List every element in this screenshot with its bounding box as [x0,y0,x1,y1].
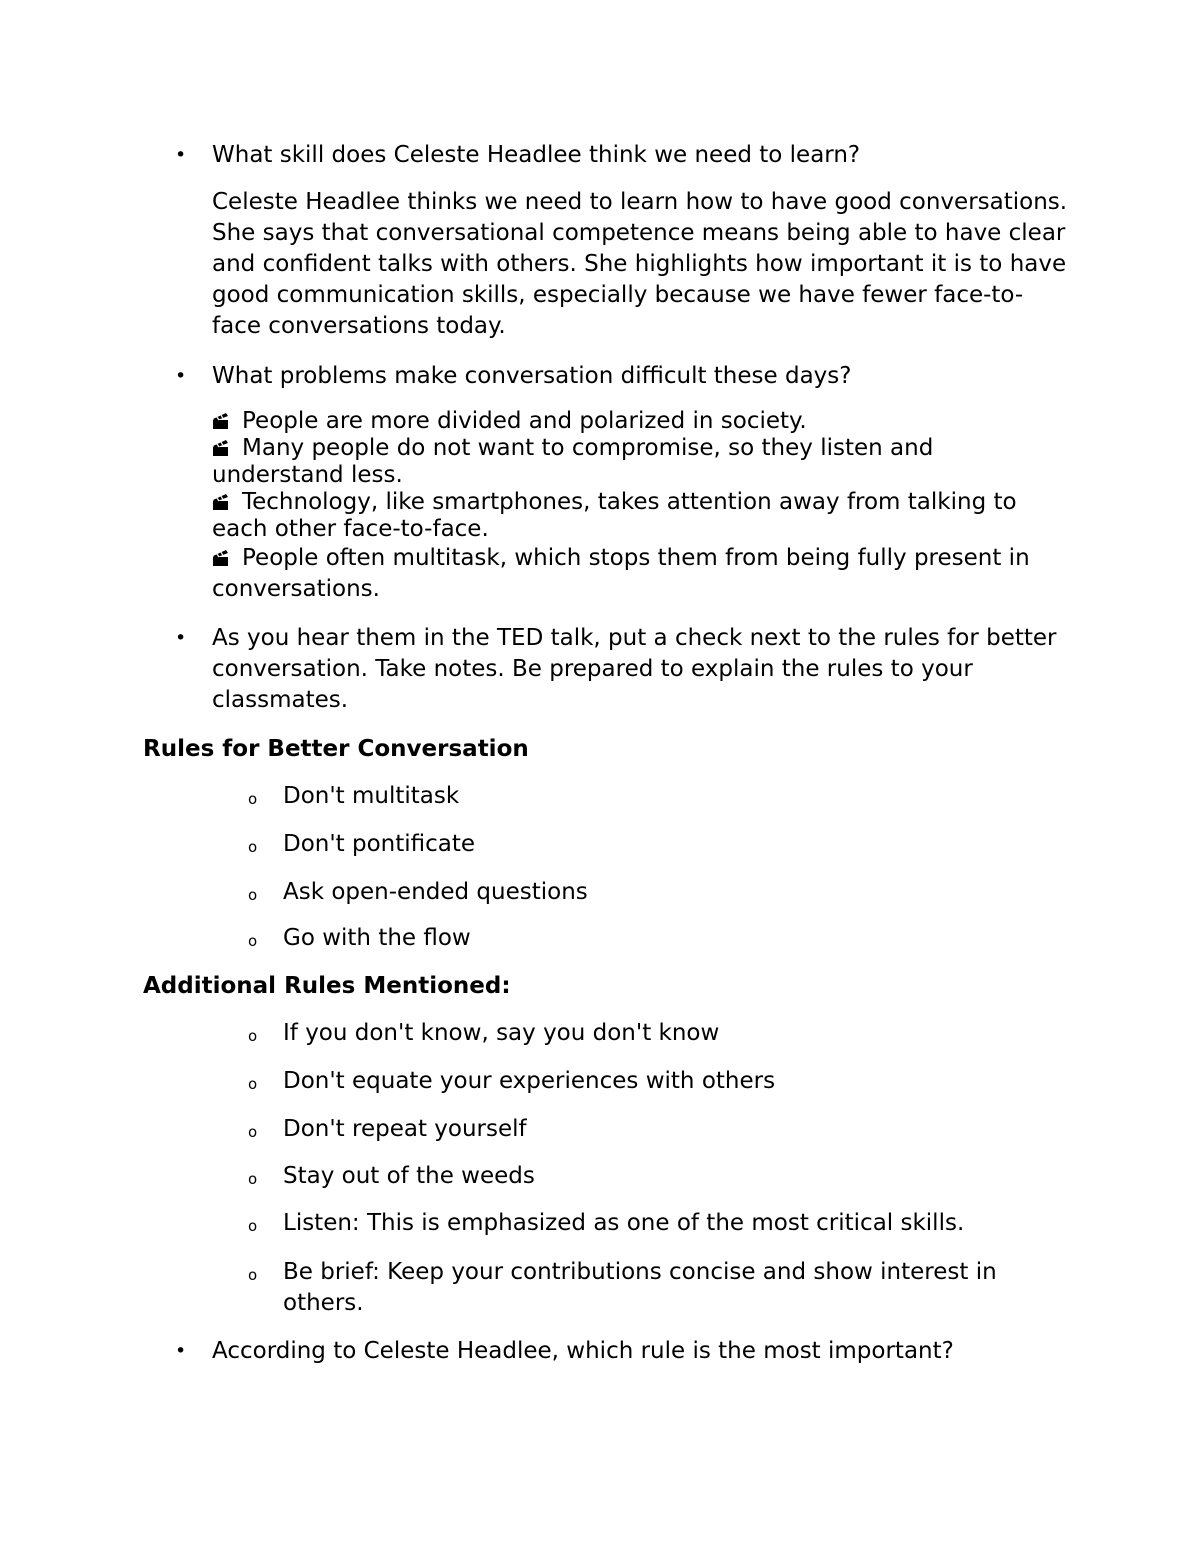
rule-text: Go with the flow [283,925,471,951]
question-1-text: What skill does Celeste Headlee think we need to learn? [212,142,861,168]
rule-item [248,877,1063,908]
rule-text: Be brief: Keep your contributions concise and show interest in others. [283,1259,997,1316]
sub-bullet: o [248,1075,258,1093]
rule-text: Ask open-ended questions [283,879,588,905]
sub-bullet: o [248,1217,258,1235]
rule-text: Stay out of the weeds [283,1163,535,1189]
rules-heading: Rules for Better Conversation [143,736,529,762]
additional-rule-item [248,1161,1063,1192]
question-2-text: What problems make conversation difficult these days? [212,363,852,389]
sub-bullet: o [248,838,258,856]
sub-bullet: o [248,790,258,808]
rule-item [248,829,1063,860]
bullet: • [175,1340,187,1362]
bullet: • [175,627,187,649]
rule-text: If you don't know, say you don't know [283,1020,720,1046]
problem-text: Many people do not want to compromise, so they listen and understand less. [212,435,934,488]
question-4-text: According to Celeste Headlee, which rule is the most important? [212,1338,954,1364]
clapperboard-icon [212,549,230,567]
problem-item [212,543,1072,605]
question-1 [175,140,1072,171]
rule-text: Don't pontificate [283,831,476,857]
rule-item [248,781,1063,812]
bullet: • [175,144,187,166]
problems-list [212,408,1072,605]
clapperboard-icon [212,439,230,457]
question-3-text: As you hear them in the TED talk, put a check next to the rules for better conversation. Take notes. Be prepared to explain the rules to your classmates. [212,625,1057,713]
problem-text: People often multitask, which stops them from being fully present in conversations. [212,545,1030,602]
sub-bullet: o [248,932,258,950]
problem-item [212,408,1072,435]
question-2 [175,361,1072,392]
additional-rule-item [248,1257,1063,1319]
additional-rule-item [248,1208,1063,1239]
additional-rule-item [248,1114,1063,1145]
sub-bullet: o [248,886,258,904]
sub-bullet: o [248,1123,258,1141]
sub-bullet: o [248,1027,258,1045]
question-4 [175,1336,1072,1367]
problem-item [212,435,1072,489]
rule-text: Listen: This is emphasized as one of the most critical skills. [283,1210,965,1236]
additional-rule-item [248,1018,1063,1049]
sub-bullet: o [248,1266,258,1284]
rule-text: Don't repeat yourself [283,1116,527,1142]
problem-text: People are more divided and polarized in society. [242,408,807,434]
problem-text: Technology, like smartphones, takes attention away from talking to each other face-to-face. [212,489,1017,542]
additional-rules-heading: Additional Rules Mentioned: [143,973,511,999]
rule-text: Don't equate your experiences with others [283,1068,776,1094]
rule-text: Don't multitask [283,783,460,809]
rule-item [248,923,1063,954]
clapperboard-icon [212,493,230,511]
answer-1: Celeste Headlee thinks we need to learn how to have good conversations. She says that conversational competence means being able to have clear and confident talks with others. She highlights how important it is to have good communication skills, especially because we have fewer face-to-face conversations today. [212,189,1068,339]
problem-item [212,489,1072,543]
clapperboard-icon [212,412,230,430]
sub-bullet: o [248,1170,258,1188]
question-3 [175,623,1072,716]
additional-rule-item [248,1066,1063,1097]
bullet: • [175,365,187,387]
